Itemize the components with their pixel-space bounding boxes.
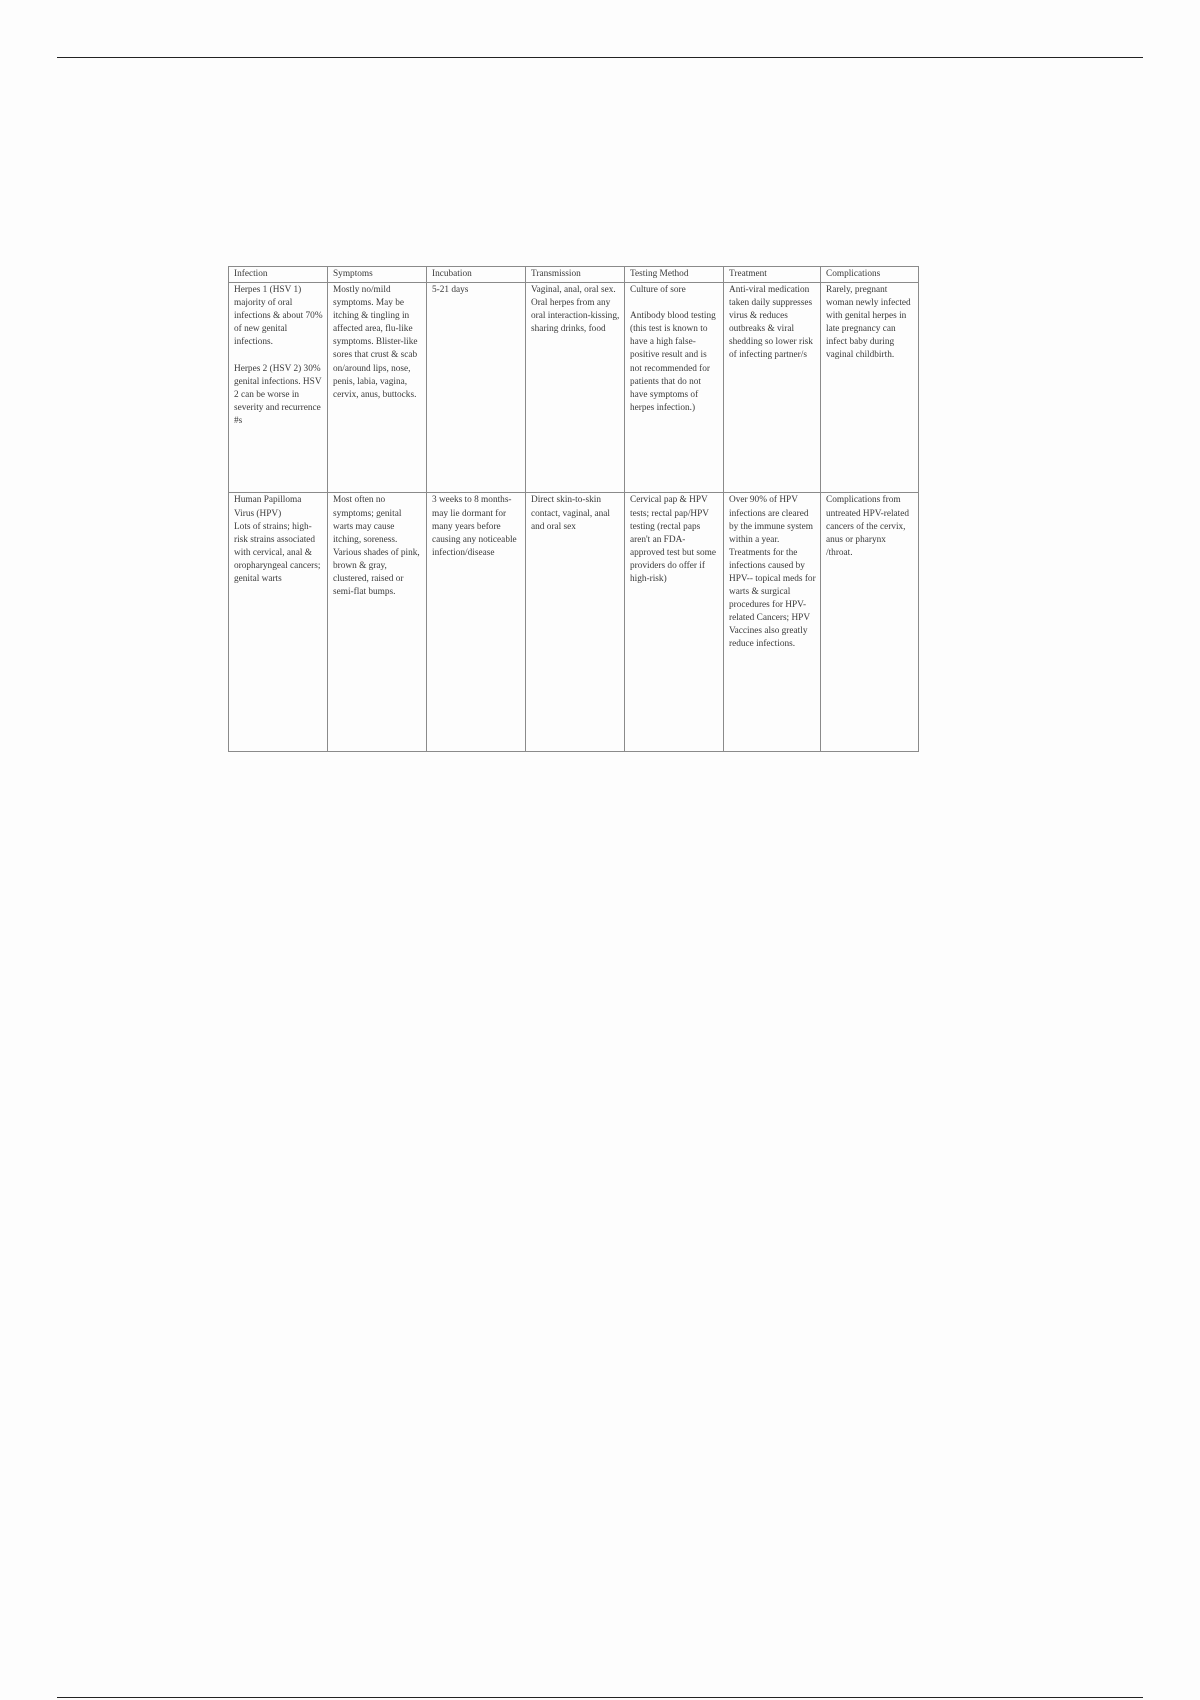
cell-testing-method: Culture of sore Antibody blood testing (this test is known to have a high false-positive result and is not recommended for patients that do not have symptoms of herpes infection.) (625, 283, 724, 493)
cell-complications: Rarely, pregnant woman newly infected with genital herpes in late pregnancy can infect baby during vaginal childbirth. (821, 283, 919, 493)
cell-testing-method: Cervical pap & HPV tests; rectal pap/HPV testing (rectal paps aren't an FDA-approved test but some providers do offer if high-risk) (625, 493, 724, 752)
header-complications: Complications (821, 267, 919, 283)
cell-complications: Complications from untreated HPV-related cancers of the cervix, anus or pharynx /throat. (821, 493, 919, 752)
table-row (229, 283, 919, 493)
header-treatment: Treatment (724, 267, 821, 283)
cell-incubation: 5-21 days (427, 283, 526, 493)
cell-treatment: Over 90% of HPV infections are cleared by the immune system within a year. Treatments for the infections caused by HPV-- topical meds for warts & surgical procedures for HPV-related Cancers; HPV Vaccines also greatly reduce infections. (724, 493, 821, 752)
table-row (229, 493, 919, 752)
header-rule (57, 57, 1143, 58)
scanned-table-image (228, 266, 918, 752)
sti-comparison-table (228, 266, 919, 752)
cell-symptoms: Mostly no/mild symptoms. May be itching & tingling in affected area, flu-like symptoms. Blister-like sores that crust & scab on/around lips, nose, penis, labia, vagina, cervix, anus, buttocks. (328, 283, 427, 493)
table-header-row (229, 267, 919, 283)
header-symptoms: Symptoms (328, 267, 427, 283)
cell-symptoms: Most often no symptoms; genital warts may cause itching, soreness. Various shades of pink, brown & gray, clustered, raised or semi-flat bumps. (328, 493, 427, 752)
header-infection: Infection (229, 267, 328, 283)
cell-infection: Human Papilloma Virus (HPV) Lots of strains; high-risk strains associated with cervical, anal & oropharyngeal cancers; genital warts (229, 493, 328, 752)
header-transmission: Transmission (526, 267, 625, 283)
cell-incubation: 3 weeks to 8 months-may lie dormant for many years before causing any noticeable infection/disease (427, 493, 526, 752)
cell-treatment: Anti-viral medication taken daily suppresses virus & reduces outbreaks & viral shedding so lower risk of infecting partner/s (724, 283, 821, 493)
header-incubation: Incubation (427, 267, 526, 283)
cell-transmission: Vaginal, anal, oral sex. Oral herpes from any oral interaction-kissing, sharing drinks, food (526, 283, 625, 493)
cell-infection: Herpes 1 (HSV 1) majority of oral infections & about 70% of new genital infections. Herpes 2 (HSV 2) 30% genital infections. HSV 2 can be worse in severity and recurrence #s (229, 283, 328, 493)
footer-rule (57, 1697, 1143, 1698)
cell-transmission: Direct skin-to-skin contact, vaginal, anal and oral sex (526, 493, 625, 752)
header-testing-method: Testing Method (625, 267, 724, 283)
